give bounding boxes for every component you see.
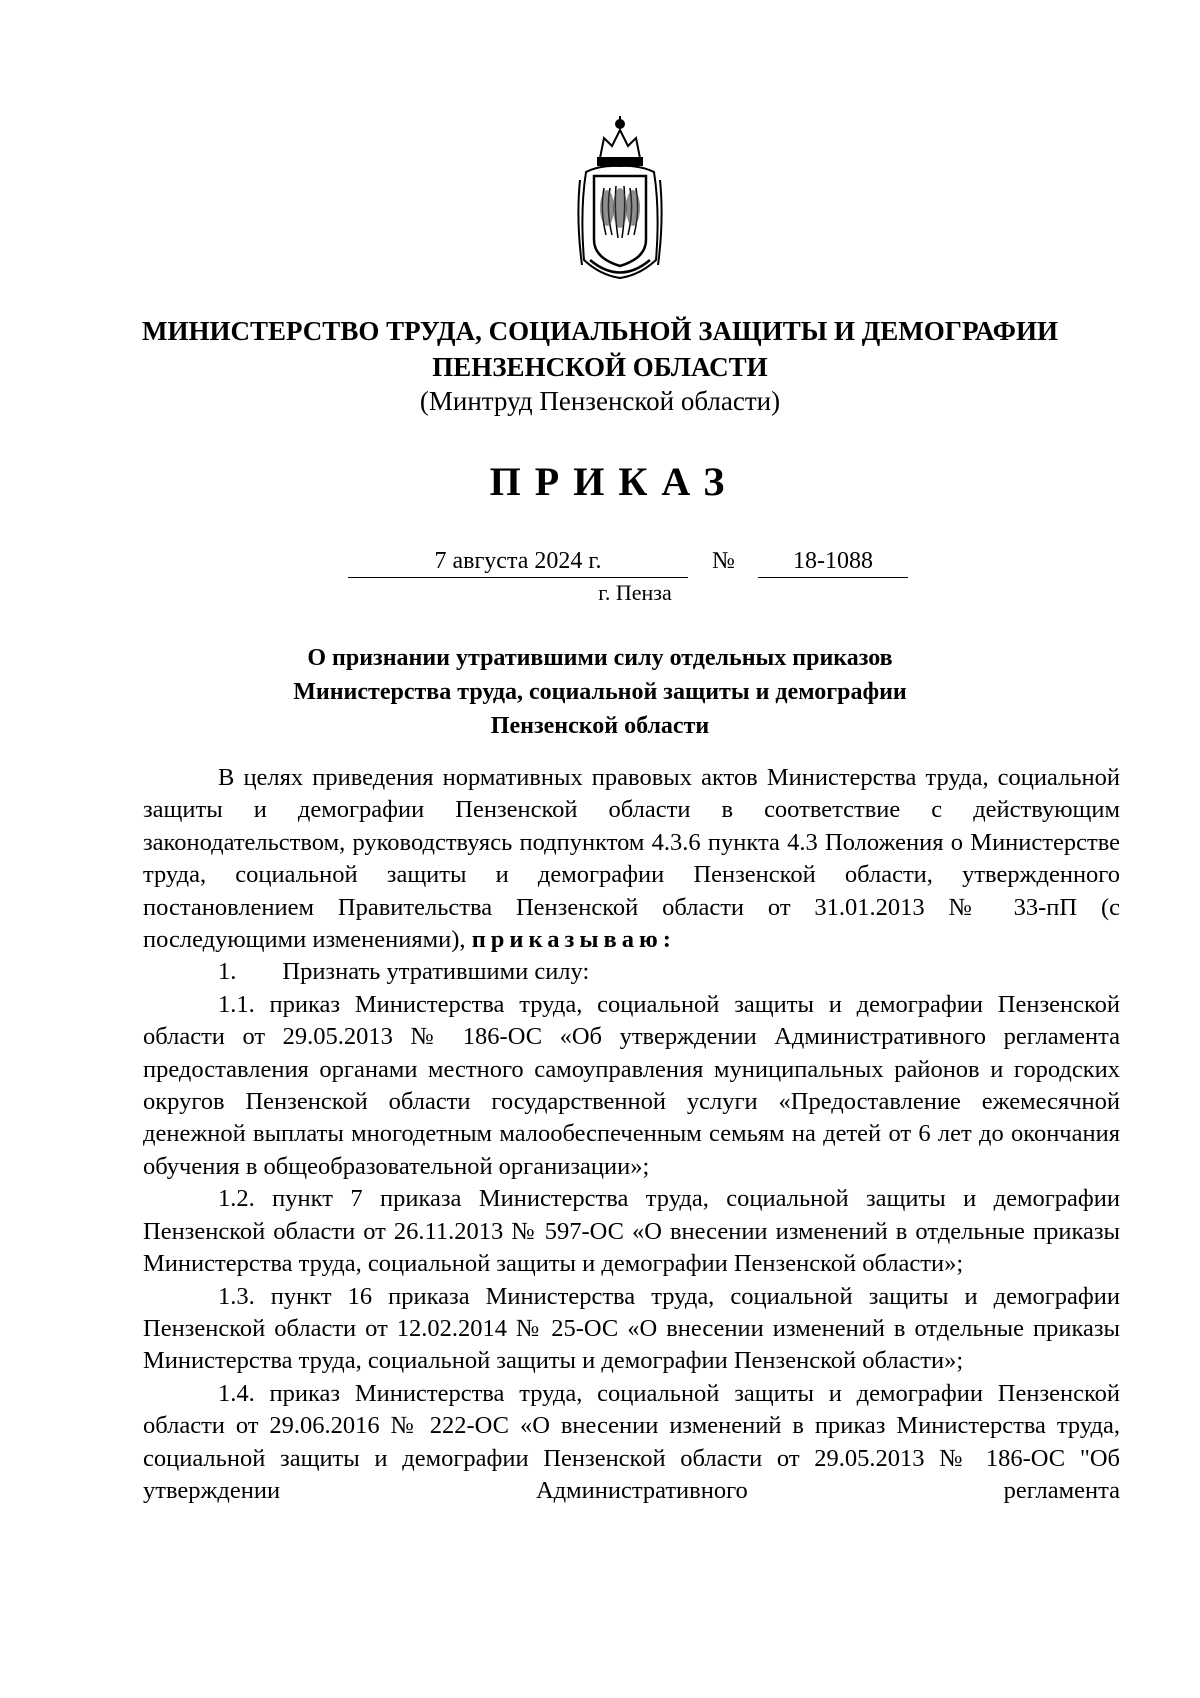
item-1-3: 1.3. пункт 16 приказа Министерства труда, социальной защиты и демографии Пензенской области от 12.02.2014 № 25-ОС «О внесении изменений в отдельные приказы Министерства труда, социальной защиты и демографии Пензенской области»; [143,1282,1120,1375]
subject-line1: О признании утратившими силу отдельных приказов [307,645,893,671]
item-1 [143,956,1120,988]
item-1-4: 1.4. приказ Министерства труда, социальной защиты и демографии Пензенской области от 29.06.2016 № 222-ОС «О внесении изменений в приказ Министерства труда, социальной защиты и демографии Пензенской области от 29.05.2013 № 186-ОС "Об утверждении Административного регламента [143,1379,1120,1504]
document-body [143,762,1120,1507]
ministry-name-line2: ПЕНЗЕНСКОЙ ОБЛАСТИ [432,352,768,382]
coat-of-arms-icon [570,110,670,285]
number-sign: № [712,548,735,574]
order-date: 7 августа 2024 г. [434,548,602,574]
item-1-text: Признать утратившими силу: [282,958,590,986]
ministry-short-name: (Минтруд Пензенской области) [419,386,781,416]
issue-city: г. Пенза [598,580,672,605]
item-1-1: 1.1. приказ Министерства труда, социальной защиты и демографии Пензенской области от 29.05.2013 № 186-ОС «Об утверждении Административного регламента предоставления органами местного самоуправления муниципальных районов и городских округов Пензенской области государственной услуги «Предоставление ежемесячной денежной выплаты многодетным малообеспеченным семьям на детей от 6 лет до окончания обучения в общеобразовательной организации»; [143,990,1120,1180]
subject-line3: Пензенской области [490,713,710,739]
subject-line2: Министерства труда, социальной защиты и демографии [293,679,907,705]
item-1-number: 1. [218,958,237,986]
document-type-title: ПРИКАЗ [489,459,739,504]
ministry-name-line1: МИНИСТЕРСТВО ТРУДА, СОЦИАЛЬНОЙ ЗАЩИТЫ И ДЕМОГРАФИИ [141,316,1058,346]
order-number: 18-1088 [793,548,873,574]
number-underline [758,577,908,578]
order-keyword: приказываю: [471,926,676,954]
preamble-text: В целях приведения нормативных правовых актов Министерства труда, социальной защиты и демографии Пензенской области в соответствие с действующим законодательством, руководствуясь подпунктом 4.3.6 пункта 4.3 Положения о Министерстве труда, социальной защиты и демографии Пензенской области, утвержденного постановлением Правительства Пензенской области от 31.01.2013 № 33-пП (с последующими изменениями), [143,764,1120,954]
preamble-paragraph [143,762,1120,956]
date-underline [348,577,688,578]
item-1-2: 1.2. пункт 7 приказа Министерства труда, социальной защиты и демографии Пензенской области от 26.11.2013 № 597-ОС «О внесении изменений в отдельные приказы Министерства труда, социальной защиты и демографии Пензенской области»; [143,1185,1120,1278]
